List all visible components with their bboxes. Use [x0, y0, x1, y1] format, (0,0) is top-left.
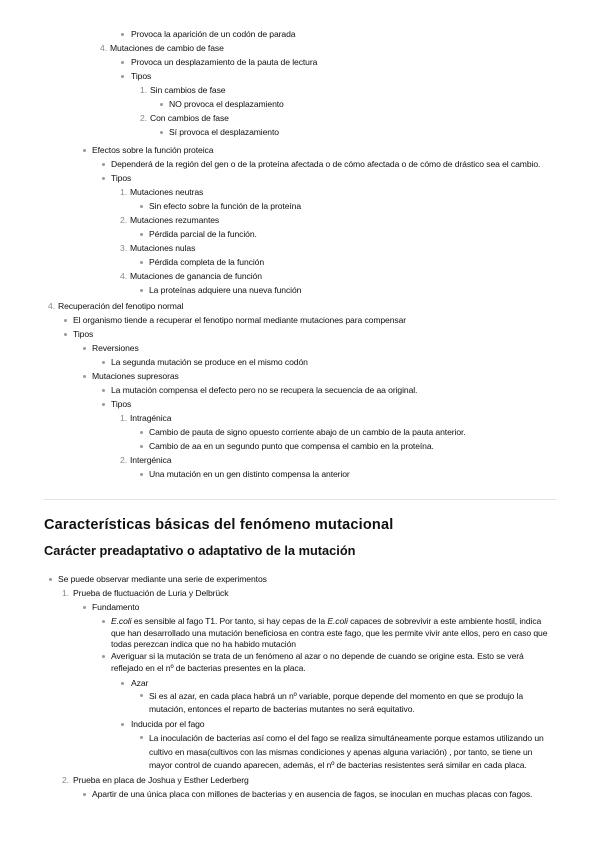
list-item: Efectos sobre la función proteica [92, 145, 214, 155]
bullet-icon [140, 445, 143, 448]
bullet-icon [140, 694, 143, 697]
list-item: Mutaciones nulas [130, 243, 196, 253]
list-item: Sin cambios de fase [150, 85, 226, 95]
paragraph-inducida: La inoculación de bacterias así como el del fago se realiza simultáneamente porque estamos utilizando un cultivo en masa(cultivos con las mismas condiciones y apenas alguna variación) , por tanto, se tiene un mayor control de cuando aparecen, además, el nº de bacterias resistentes será similar en cada placa. [149, 733, 544, 770]
list-item: Sí provoca el desplazamiento [169, 127, 279, 137]
bullet-icon [140, 431, 143, 434]
bullet-icon [140, 233, 143, 236]
list-number: 2. [62, 775, 70, 785]
bullet-icon [121, 723, 124, 726]
list-item: La mutación compensa el defecto pero no se recupera la secuencia de aa original. [111, 385, 418, 395]
list-number: 2. [120, 455, 128, 465]
list-item: Mutaciones supresoras [92, 371, 179, 381]
bullet-icon [102, 177, 105, 180]
bullet-icon [160, 131, 163, 134]
bullet-icon [102, 163, 105, 166]
list-number: 2. [140, 113, 148, 123]
species-name: E.coli [111, 616, 132, 626]
bullet-icon [121, 682, 124, 685]
list-item: Pérdida parcial de la función. [149, 229, 257, 239]
bullet-icon [83, 606, 86, 609]
list-item: Provoca la aparición de un codón de parada [131, 29, 296, 39]
paragraph-ecoli [111, 616, 557, 651]
list-item: Tipos [111, 399, 132, 409]
text-run: es sensible al fago T1. Por tanto, si hay cepas de la [131, 616, 328, 626]
list-number: 3. [120, 243, 128, 253]
bullet-icon [83, 375, 86, 378]
list-number: 2. [120, 215, 128, 225]
list-item: Tipos [131, 71, 152, 81]
list-item: Mutaciones de cambio de fase [110, 43, 224, 53]
list-item: Sin efecto sobre la función de la proteína [149, 201, 302, 211]
list-item: Mutaciones de ganancia de función [130, 271, 262, 281]
list-number: 1. [120, 187, 128, 197]
list-item: Reversiones [92, 343, 139, 353]
section-heading: Características básicas del fenómeno mutacional [44, 517, 394, 533]
list-item: Intragénica [130, 413, 172, 423]
list-number: 1. [120, 413, 128, 423]
bullet-icon [102, 389, 105, 392]
list-number: 4. [48, 301, 56, 311]
list-item: Prueba en placa de Joshua y Esther Lederberg [73, 775, 249, 785]
list-item: Apartir de una única placa con millones de bacterias y en ausencia de fagos, se inoculan en muchas placas con fagos. [92, 789, 533, 799]
list-item: Intergénica [130, 455, 172, 465]
list-item: Cambio de pauta de signo opuesto corriente abajo de un cambio de la pauta anterior. [149, 427, 466, 437]
list-item: Tipos [73, 329, 94, 339]
bullet-icon [140, 289, 143, 292]
text-run: capaces de sobrevivir a este ambiente hostil, indica que han desarrollado una mutación beneficiosa en contra este fago, que les permite vivir ante ellos, pero en caso que todas perezcan indica que no ha habido mutación [111, 616, 548, 649]
bullet-icon [160, 103, 163, 106]
bullet-icon [83, 793, 86, 796]
list-number: 4. [100, 43, 108, 53]
list-item: Se puede observar mediante una serie de experimentos [58, 574, 267, 584]
divider [44, 499, 556, 500]
list-item: La segunda mutación se produce en el mismo codón [111, 357, 308, 367]
list-item: Recuperación del fenotipo normal [58, 301, 184, 311]
bullet-icon [83, 347, 86, 350]
bullet-icon [64, 319, 67, 322]
list-item: Con cambios de fase [150, 113, 229, 123]
bullet-icon [64, 333, 67, 336]
bullet-icon [140, 261, 143, 264]
bullet-icon [140, 205, 143, 208]
bullet-icon [121, 61, 124, 64]
list-item: El organismo tiende a recuperar el fenotipo normal mediante mutaciones para compensar [73, 315, 407, 325]
list-item: La proteínas adquiere una nueva función [149, 285, 302, 295]
subsection-heading: Carácter preadaptativo o adaptativo de la mutación [44, 543, 356, 558]
list-number: 4. [120, 271, 128, 281]
bullet-icon [102, 403, 105, 406]
list-item: Azar [131, 678, 149, 688]
bullet-icon [49, 578, 52, 581]
list-number: 1. [140, 85, 148, 95]
list-item: Inducida por el fago [131, 719, 205, 729]
list-item: Pérdida completa de la función [149, 257, 265, 267]
bullet-icon [140, 473, 143, 476]
list-item: Fundamento [92, 602, 140, 612]
bullet-icon [121, 33, 124, 36]
bullet-icon [83, 149, 86, 152]
species-name: E.coli [327, 616, 348, 626]
bullet-icon [140, 736, 143, 739]
paragraph-azar: Si es al azar, en cada placa habrá un nº variable, porque depende del momento en que se produjo la mutación, entonces el reparto de bacterias mutantes no será equitativo. [149, 691, 524, 714]
list-item: Una mutación en un gen distinto compensa la anterior [149, 469, 350, 479]
list-item: Dependerá de la región del gen o de la proteína afectada o de cómo afectada o de cómo de drástico sea el cambio. [111, 159, 541, 169]
list-item: Mutaciones rezumantes [130, 215, 220, 225]
list-item: Provoca un desplazamiento de la pauta de lectura [131, 57, 318, 67]
list-number: 1. [62, 588, 70, 598]
list-item: Tipos [111, 173, 132, 183]
list-item: Mutaciones neutras [130, 187, 204, 197]
list-item: Prueba de fluctuación de Luria y Delbrück [73, 588, 229, 598]
list-item: Cambio de aa en un segundo punto que compensa el cambio en la proteína. [149, 441, 434, 451]
list-item: NO provoca el desplazamiento [169, 99, 284, 109]
bullet-icon [102, 620, 105, 623]
bullet-icon [121, 75, 124, 78]
bullet-icon [102, 655, 105, 658]
paragraph-averiguar: Averiguar si la mutación se trata de un fenómeno al azar o no depende de cuando se origine esta. Esto se verá reflejado en el nº de bacterias presentes en la placa. [111, 651, 524, 673]
bullet-icon [102, 361, 105, 364]
